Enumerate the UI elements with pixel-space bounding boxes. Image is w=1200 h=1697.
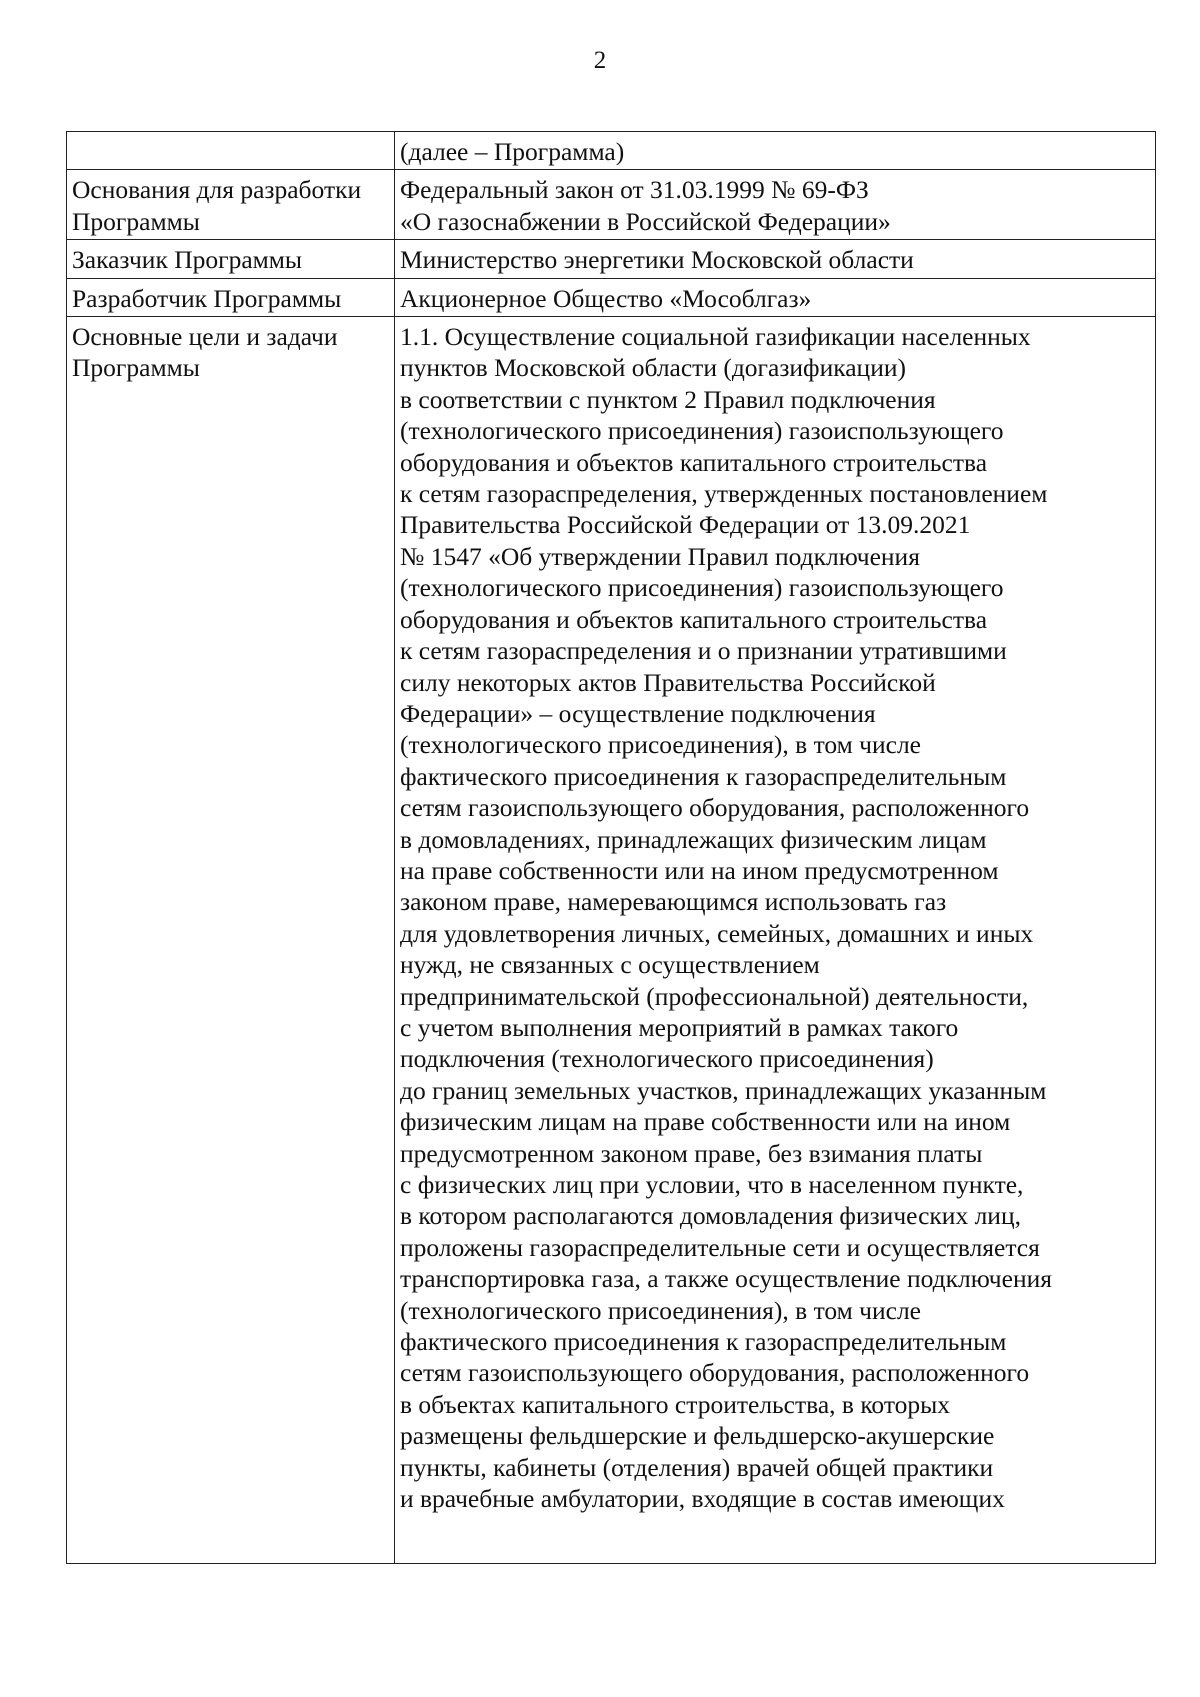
row-value-line: физическим лицам на праве собственности или на ином: [400, 1107, 1011, 1137]
row-label-cell: [67, 170, 395, 240]
row-value-cell: [395, 170, 1156, 240]
row-label-line: Разработчик Программы: [72, 283, 342, 313]
row-label-line: Программы: [72, 353, 200, 383]
row-value-line: подключения (технологического присоединения): [400, 1044, 934, 1074]
row-value-line: Акционерное Общество «Мособлгаз»: [400, 283, 812, 313]
row-value-line: в домовладениях, принадлежащих физическим лицам: [400, 824, 987, 854]
row-value-line: Федеральный закон от 31.03.1999 № 69-ФЗ: [400, 175, 869, 205]
row-value-cell: [395, 240, 1156, 278]
row-value-line: 1.1. Осуществление социальной газификации населенных: [400, 322, 1031, 352]
row-label-cell: [67, 278, 395, 316]
row-value-line: Федерации» – осуществление подключения: [400, 698, 876, 728]
row-label-cell: [67, 240, 395, 278]
row-value-line: (далее – Программа): [400, 137, 625, 166]
row-value-line: для удовлетворения личных, семейных, домашних и иных: [400, 918, 1034, 948]
row-value-line: предусмотренном законом праве, без взимания платы: [400, 1138, 983, 1168]
row-goals: [67, 317, 1156, 1564]
row-value-line: к сетям газораспределения, утвержденных постановлением: [400, 479, 1048, 509]
row-value-line: в котором располагаются домовладения физических лиц,: [400, 1201, 1021, 1231]
row-value-line: размещены фельдшерские и фельдшерско-акушерские: [400, 1421, 995, 1451]
row-value-line: пункты, кабинеты (отделения) врачей общей практики: [400, 1452, 994, 1482]
row-value-cell: [395, 317, 1156, 1564]
row-value-line: пунктов Московской области (догазификации): [400, 353, 906, 383]
program-passport-table: [66, 131, 1156, 1564]
row-value-line: в соответствии с пунктом 2 Правил подключения: [400, 384, 936, 414]
row-label-line: Основания для разработки: [72, 175, 362, 205]
row-value-line: «О газоснабжении в Российской Федерации»: [400, 206, 891, 236]
row-value-line: фактического присоединения к газораспределительным: [400, 761, 1007, 791]
row-value-line: фактического присоединения к газораспределительным: [400, 1327, 1007, 1357]
row-program-name-continued: [67, 132, 1156, 170]
row-developer: [67, 278, 1156, 316]
row-value-line: к сетям газораспределения и о признании утратившими: [400, 636, 1007, 666]
row-value-line: проложены газораспределительные сети и осуществляется: [400, 1232, 1040, 1262]
row-value-line: на праве собственности или на ином предусмотренном: [400, 855, 999, 885]
row-value-line: (технологического присоединения), в том числе: [400, 730, 921, 760]
row-value-line: оборудования и объектов капитального строительства: [400, 604, 988, 634]
page-number: 2: [593, 47, 607, 74]
row-customer: [67, 240, 1156, 278]
row-value-line: нужд, не связанных с осуществлением: [400, 950, 820, 980]
row-value-line: (технологического присоединения), в том числе: [400, 1295, 921, 1325]
row-label-line: Программы: [72, 206, 200, 236]
row-value-line: оборудования и объектов капитального строительства: [400, 447, 988, 477]
row-value-cell: [395, 278, 1156, 316]
row-value-line: сетям газоиспользующего оборудования, расположенного: [400, 793, 1030, 823]
row-label-line: Заказчик Программы: [72, 245, 303, 275]
row-label-cell: [67, 317, 395, 1564]
row-value-line: в объектах капитального строительства, в которых: [400, 1389, 951, 1419]
row-value-cell: [395, 132, 1156, 170]
row-value-line: сетям газоиспользующего оборудования, расположенного: [400, 1358, 1030, 1388]
row-value-line: № 1547 «Об утверждении Правил подключения: [400, 541, 920, 571]
row-value-line: предпринимательской (профессиональной) деятельности,: [400, 981, 1029, 1011]
row-value-line: до границ земельных участков, принадлежащих указанным: [400, 1075, 1047, 1105]
row-value-line: с физических лиц при условии, что в населенном пункте,: [400, 1170, 1024, 1199]
row-value-line: и врачебные амбулатории, входящие в состав имеющих: [400, 1484, 1005, 1514]
row-label-cell: [67, 132, 395, 170]
row-label-line: Основные цели и задачи: [72, 322, 338, 352]
row-value-line: (технологического присоединения) газоиспользующего: [400, 416, 1004, 446]
row-value-line: Министерство энергетики Московской области: [400, 245, 914, 275]
row-value-line: законом праве, намеревающимся использовать газ: [400, 887, 947, 917]
row-basis: [67, 170, 1156, 240]
row-value-line: (технологического присоединения) газоиспользующего: [400, 573, 1004, 603]
program-passport-table-body: [67, 132, 1156, 1564]
row-value-line: силу некоторых актов Правительства Российской: [400, 667, 936, 697]
row-value-line: транспортировка газа, а также осуществление подключения: [400, 1264, 1052, 1294]
row-value-line: с учетом выполнения мероприятий в рамках такого: [400, 1012, 959, 1042]
row-value-line: Правительства Российской Федерации от 13.09.2021: [400, 510, 971, 540]
